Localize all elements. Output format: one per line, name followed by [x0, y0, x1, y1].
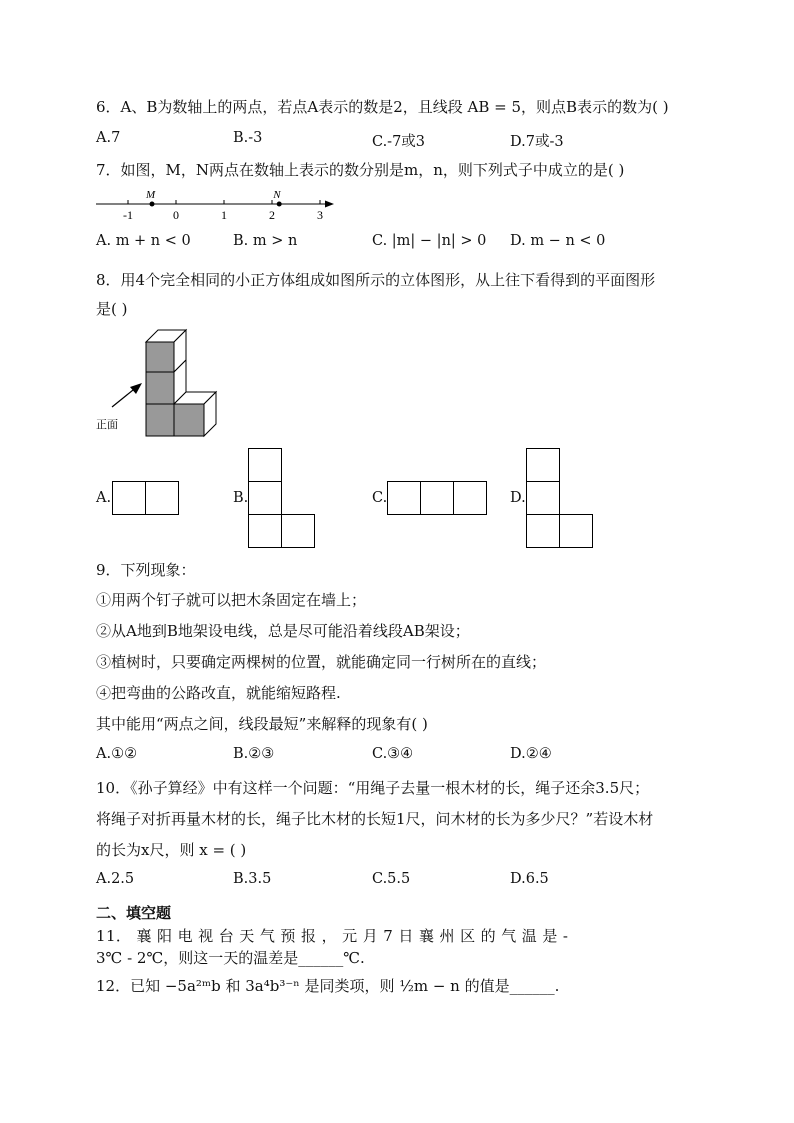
number-line-ticks — [128, 200, 320, 204]
q8-option-d-figure[interactable] — [526, 448, 596, 550]
q10-option-b[interactable]: B.3.5 — [233, 871, 272, 887]
tick-label: 2 — [269, 208, 275, 222]
q9-item-2: ②从A地到B地架设电线，总是尽可能沿着线段AB架设； — [96, 622, 470, 640]
q9-item-3: ③植树时，只要确定两棵树的位置，就能确定同一行树所在的直线； — [96, 653, 547, 671]
number-line-tick-labels — [123, 208, 323, 222]
point-n — [277, 202, 282, 207]
number-line-arrow — [325, 201, 334, 208]
q10-line3: 的长为x尺，则 x = ( ) — [96, 841, 247, 859]
q11-line2: 3℃ - 2℃，则这一天的温差是______℃. — [96, 949, 365, 967]
q9-question: 其中能用“两点之间，线段最短”来解释的现象有( ) — [96, 715, 428, 733]
point-n-label: N — [273, 189, 281, 201]
point-m-label: M — [146, 189, 156, 201]
q10-option-d[interactable]: D.6.5 — [510, 871, 549, 887]
q11-line1: 11． 襄 阳 电 视 台 天 气 预 报 ， 元 月 7 日 襄 州 区 的 气 温 是 - — [96, 927, 569, 945]
q9-option-c[interactable]: C.③④ — [372, 746, 414, 762]
q6-option-d[interactable]: D.7或-3 — [510, 134, 564, 150]
q8-option-a-figure[interactable] — [112, 481, 182, 517]
q10-option-a[interactable]: A.2.5 — [96, 871, 135, 887]
q12-line: 12．已知 −5a²ᵐb 和 3a⁴b³⁻ⁿ 是同类项，则 ½m − n 的值是______. — [96, 977, 560, 995]
q7-option-b[interactable]: B. m > n — [233, 233, 298, 249]
q6-stem: 6．A、B为数轴上的两点，若点A表示的数是2，且线段 AB = 5，则点B表示的数为( ) — [96, 98, 669, 116]
tick-label: 3 — [317, 208, 323, 222]
q7-option-c[interactable]: C. |m| − |n| > 0 — [372, 233, 487, 249]
tick-label: 0 — [173, 208, 179, 222]
q9-item-4: ④把弯曲的公路改直，就能缩短路程. — [96, 684, 341, 702]
q9-option-d[interactable]: D.②④ — [510, 746, 552, 762]
tick-label: 1 — [221, 208, 227, 222]
q6-option-b[interactable]: B.-3 — [233, 130, 263, 146]
q7-option-a[interactable]: A. m + n < 0 — [96, 233, 191, 249]
q8-stem-line2: 是( ) — [96, 300, 128, 318]
q10-option-c[interactable]: C.5.5 — [372, 871, 411, 887]
q6-option-c[interactable]: C.-7或3 — [372, 134, 426, 150]
q8-option-b-letter[interactable]: B. — [233, 490, 249, 506]
front-label: 正面 — [96, 419, 118, 431]
q7-stem: 7．如图，M，N两点在数轴上表示的数分别是m，n，则下列式子中成立的是( ) — [96, 161, 625, 179]
q6-option-a[interactable]: A.7 — [96, 130, 121, 146]
view-arrow-head — [130, 383, 142, 394]
q8-stem-line1: 8．用4个完全相同的小正方体组成如图所示的立体图形，从上往下看得到的平面图形 — [96, 271, 656, 289]
q8-option-b-figure[interactable] — [248, 448, 318, 550]
q9-item-1: ①用两个钉子就可以把木条固定在墙上； — [96, 591, 367, 609]
q10-line1: 10．《孙子算经》中有这样一个问题：“用绳子去量一根木材的长，绳子还余3.5尺； — [96, 779, 650, 797]
q9-stem: 9．下列现象： — [96, 561, 196, 579]
q10-line2: 将绳子对折再量木材的长，绳子比木材的长短1尺，问木材的长为多少尺？”若设木材 — [96, 810, 654, 828]
number-line-figure — [94, 182, 344, 224]
q9-option-b[interactable]: B.②③ — [233, 746, 275, 762]
tick-label: -1 — [123, 208, 133, 222]
q8-option-d-letter[interactable]: D. — [510, 490, 526, 506]
section-heading-fill-in: 二、填空题 — [96, 904, 172, 922]
cube-figure — [94, 325, 224, 440]
q8-option-c-figure[interactable] — [387, 481, 491, 517]
q7-option-d[interactable]: D. m − n < 0 — [510, 233, 606, 249]
q9-option-a[interactable]: A.①② — [96, 746, 138, 762]
point-m — [150, 202, 155, 207]
q8-option-c-letter[interactable]: C. — [372, 490, 388, 506]
q8-option-a-letter[interactable]: A. — [96, 490, 112, 506]
